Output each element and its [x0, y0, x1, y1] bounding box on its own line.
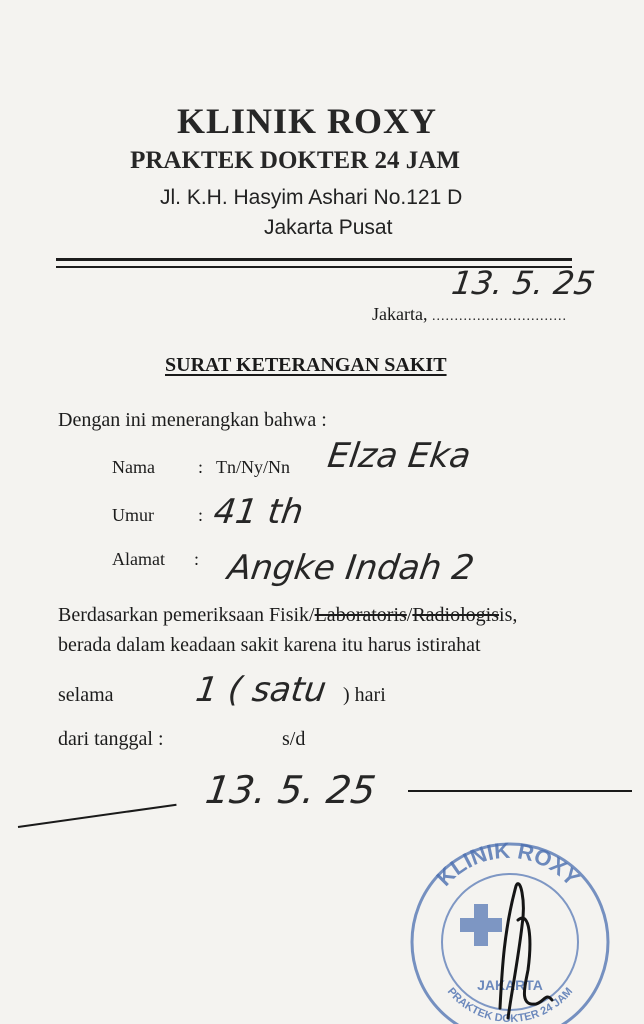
- document-title: SURAT KETERANGAN SAKIT: [165, 354, 447, 376]
- radiologis-struck: Radiologis: [412, 604, 500, 626]
- signature-line-left: [18, 804, 177, 828]
- duration-value-handwritten: 1 ( satu: [193, 670, 329, 710]
- address-value-handwritten: Angke Indah 2: [225, 548, 477, 588]
- date-dots: ..............................: [431, 309, 567, 324]
- statement-prefix: Berdasarkan pemeriksaan Fisik/: [58, 604, 315, 626]
- clinic-city: Jakarta Pusat: [264, 216, 393, 239]
- header-rule-thick: [56, 258, 572, 261]
- address-label: Alamat: [112, 549, 165, 569]
- place-date: [372, 304, 567, 325]
- duration-unit: ) hari: [343, 684, 386, 706]
- duration-label: selama: [58, 684, 114, 706]
- stamp-cross-icon: [460, 904, 502, 946]
- signature-mark: [500, 884, 552, 1018]
- address-colon: :: [194, 549, 200, 569]
- stamp-text-bottom: PRAKTEK DOKTER 24 JAM: [444, 985, 576, 1024]
- place-label: Jakarta,: [372, 304, 428, 324]
- letter-date-handwritten: 13. 5. 25: [449, 264, 598, 302]
- range-date-handwritten: 13. 5. 25: [202, 768, 379, 812]
- statement-slash: /: [406, 604, 413, 626]
- age-colon: :: [198, 505, 204, 525]
- age-label: Umur: [112, 505, 154, 525]
- name-label: Nama: [112, 457, 155, 477]
- signature-line-right: [408, 790, 632, 792]
- clinic-subtitle: PRAKTEK DOKTER 24 JAM: [130, 147, 460, 174]
- to-date-label: s/d: [282, 728, 306, 750]
- intro-text: Dengan ini menerangkan bahwa :: [58, 409, 327, 431]
- clinic-address: Jl. K.H. Hasyim Ashari No.121 D: [160, 186, 463, 209]
- stamp-text-top: KLINIK ROXY: [431, 837, 585, 891]
- statement-line-1: [58, 604, 517, 627]
- statement-suffix: is,: [499, 604, 518, 626]
- name-value-handwritten: Elza Eka: [325, 436, 474, 476]
- clinic-name: KLINIK ROXY: [176, 101, 438, 141]
- laboratoris-struck: Laboratoris: [314, 604, 407, 626]
- clinic-stamp: [400, 830, 640, 1024]
- age-value-handwritten: 41 th: [211, 492, 306, 532]
- stamp-text-city: JAKARTA: [477, 977, 543, 993]
- name-prefix: Tn/Ny/Nn: [216, 457, 290, 477]
- statement-line-2: berada dalam keadaan sakit karena itu harus istirahat: [58, 634, 481, 656]
- from-date-label: dari tanggal :: [58, 728, 164, 750]
- name-colon: :: [198, 457, 204, 477]
